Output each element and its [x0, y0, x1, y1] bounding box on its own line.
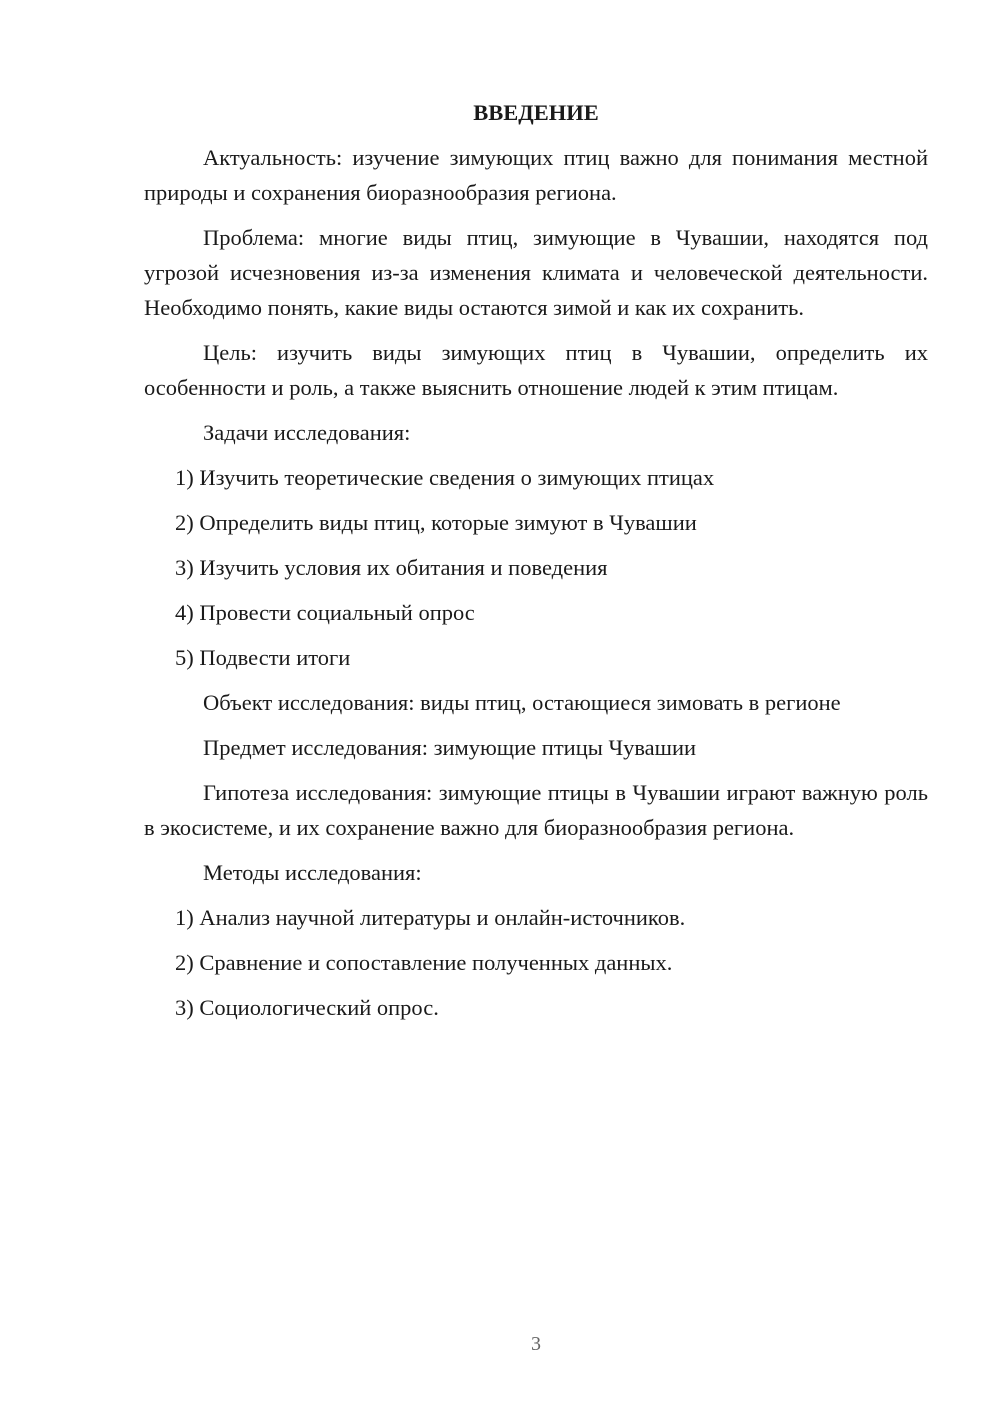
method-item: 3) Социологический опрос.	[175, 995, 439, 1020]
page-number: 3	[531, 1333, 541, 1355]
hypothesis-paragraph: Гипотеза исследования: зимующие птицы в Чувашии играют важную роль в экосистеме, и их сохранение важно для биоразнообразия региона.	[144, 780, 928, 840]
subject-line: Предмет исследования: зимующие птицы Чувашии	[203, 735, 697, 760]
task-item: 3) Изучить условия их обитания и поведения	[175, 555, 608, 580]
problem-paragraph: Проблема: многие виды птиц, зимующие в Чувашии, находятся под угрозой исчезновения из-за изменения климата и человеческой деятельности. Необходимо понять, какие виды остаются зимой и как их сохранить.	[144, 225, 928, 320]
method-item: 1) Анализ научной литературы и онлайн-источников.	[175, 905, 686, 930]
task-item: 5) Подвести итоги	[175, 645, 351, 670]
task-item: 1) Изучить теоретические сведения о зимующих птицах	[175, 465, 715, 490]
task-item: 2) Определить виды птиц, которые зимуют в Чувашии	[175, 510, 697, 535]
relevance-paragraph: Актуальность: изучение зимующих птиц важно для понимания местной природы и сохранения биоразнообразия региона.	[144, 145, 928, 205]
task-item: 4) Провести социальный опрос	[175, 600, 475, 625]
tasks-heading: Задачи исследования:	[203, 420, 411, 445]
document-body	[144, 95, 928, 1035]
method-item: 2) Сравнение и сопоставление полученных данных.	[175, 950, 673, 975]
goal-paragraph: Цель: изучить виды зимующих птиц в Чувашии, определить их особенности и роль, а также выяснить отношение людей к этим птицам.	[144, 340, 928, 400]
object-line: Объект исследования: виды птиц, остающиеся зимовать в регионе	[203, 690, 841, 715]
methods-heading: Методы исследования:	[203, 860, 422, 885]
section-title: ВВЕДЕНИЕ	[473, 100, 599, 125]
